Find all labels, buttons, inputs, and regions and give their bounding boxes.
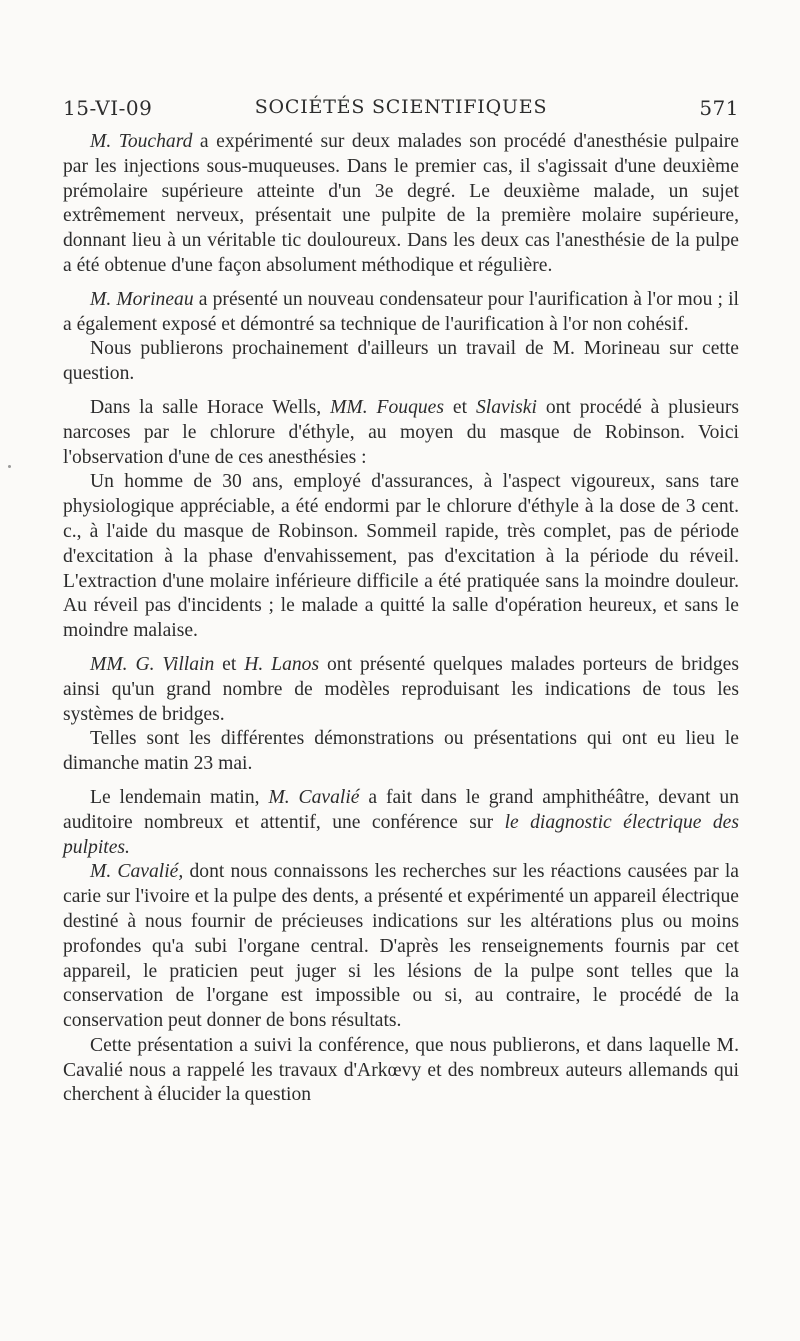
paragraph-text: ont procédé à plusieurs narcoses par le chlorure d'éthyle, au moyen du masque de Robinson. Voici l'observation d'une de ces anesthésies : <box>63 396 740 468</box>
paragraph-connector: et <box>214 653 245 675</box>
author-name-2: Slaviski <box>475 396 537 418</box>
paragraph-text: Cette présentation a suivi la conférence, que nous publierons, et dans laquelle M. Cavalié nous a rappelé les travaux d'Arkœvy et des nombreux auteurs allemands qui cherchent à élucider la question <box>63 1034 739 1106</box>
header-date: 15-VI-09 <box>63 96 153 120</box>
running-header <box>63 96 739 130</box>
paragraph-summary <box>63 727 739 777</box>
paragraph-text: a présenté un nouveau condensateur pour l'aurification à l'or mou ; il a également exposé et démontré sa technique de l'aurification à l'or non cohésif. <box>63 288 739 335</box>
paragraph-touchard <box>63 130 739 279</box>
paragraph-horace-wells <box>63 396 739 470</box>
paragraph-morineau <box>63 288 739 338</box>
paragraph-text: Telles sont les différentes démonstrations ou présentations qui ont eu lieu le dimanche matin 23 mai. <box>63 728 739 775</box>
paragraph-text: Un homme de 30 ans, employé d'assurances, à l'aspect vigoureux, sans tare physiologique appréciable, a été endormi par le chlorure d'éthyle à la dose de 3 cent. c., à l'aide du masque de Robinson. Sommeil rapide, très complet, pas de période d'excitation à la phase d'envahissement, pas d'excitation à la période du réveil. L'extraction d'une molaire inférieure difficile a été pratiquée sans la moindre douleur. Au réveil pas d'incidents ; le malade a quitté la salle d'opération heureux, et sans le moindre malaise. <box>63 471 739 642</box>
author-name-2: H. Lanos <box>244 653 320 675</box>
paragraph-cavalie-conference <box>63 786 739 860</box>
paragraph-text: Nous publierons prochainement d'ailleurs un travail de M. Morineau sur cette question. <box>63 338 739 385</box>
author-name: MM. G. Villain <box>90 653 215 675</box>
paragraph-text: ont présenté quelques malades porteurs de bridges ainsi qu'un grand nombre de modèles reproduisant les indications de tous les systèmes de bridges. <box>63 653 739 725</box>
margin-mark <box>8 465 11 468</box>
paragraph-text: a expérimenté sur deux malades son procédé d'anesthésie pulpaire par les injections sous-muqueuses. Dans le premier cas, il s'agissait d'une deuxième prémolaire supérieure atteinte d'un 3e degré. Le deuxième malade, un sujet extrêmement nerveux, présentait une pulpite de la première molaire supérieure, donnant lieu à un véritable tic douloureux. Dans les deux cas l'anesthésie de la pulpe a été obtenue d'une façon absolument méthodique et régulière. <box>63 131 739 276</box>
header-section-title: SOCIÉTÉS SCIENTIFIQUES <box>254 96 548 118</box>
paragraph-connector: et <box>444 396 476 418</box>
page-number: 571 <box>699 96 739 120</box>
paragraph-cavalie-appareil <box>63 860 739 1034</box>
paragraph-observation <box>63 470 739 644</box>
paragraph-lead: Dans la salle Horace Wells, <box>90 396 331 418</box>
article-body <box>63 130 739 1108</box>
paragraph-publication-note <box>63 337 739 387</box>
paragraph-villain-lanos <box>63 653 739 727</box>
author-name: M. Cavalié <box>268 786 360 808</box>
author-name: M. Cavalié, <box>90 861 184 883</box>
paragraph-presentation <box>63 1034 739 1108</box>
paragraph-connector: a fait dans le grand amphithéâtre, devant un auditoire nombreux et attentif, une conférence sur <box>63 786 739 833</box>
paragraph-text: dont nous connaissons les recherches sur les réactions causées par la carie sur l'ivoire et la pulpe des dents, a présenté et expérimenté un appareil électrique destiné à nous fournir de précieuses indications sur les altérations plus ou moins profondes qu'a subi l'organe central. D'après les renseignements fournis par cet appareil, le praticien peut juger si les lésions de la pulpe sont telles que la conservation de l'organe est impossible ou si, au contraire, le procédé de la conservation peut donner de bons résultats. <box>63 861 739 1032</box>
author-name: MM. Fouques <box>330 396 445 418</box>
paragraph-lead: Le lendemain matin, <box>90 786 269 808</box>
conference-title: le diagnostic électrique des pulpites. <box>63 811 739 858</box>
author-name: M. Touchard <box>90 131 193 152</box>
author-name: M. Morineau <box>90 288 194 310</box>
